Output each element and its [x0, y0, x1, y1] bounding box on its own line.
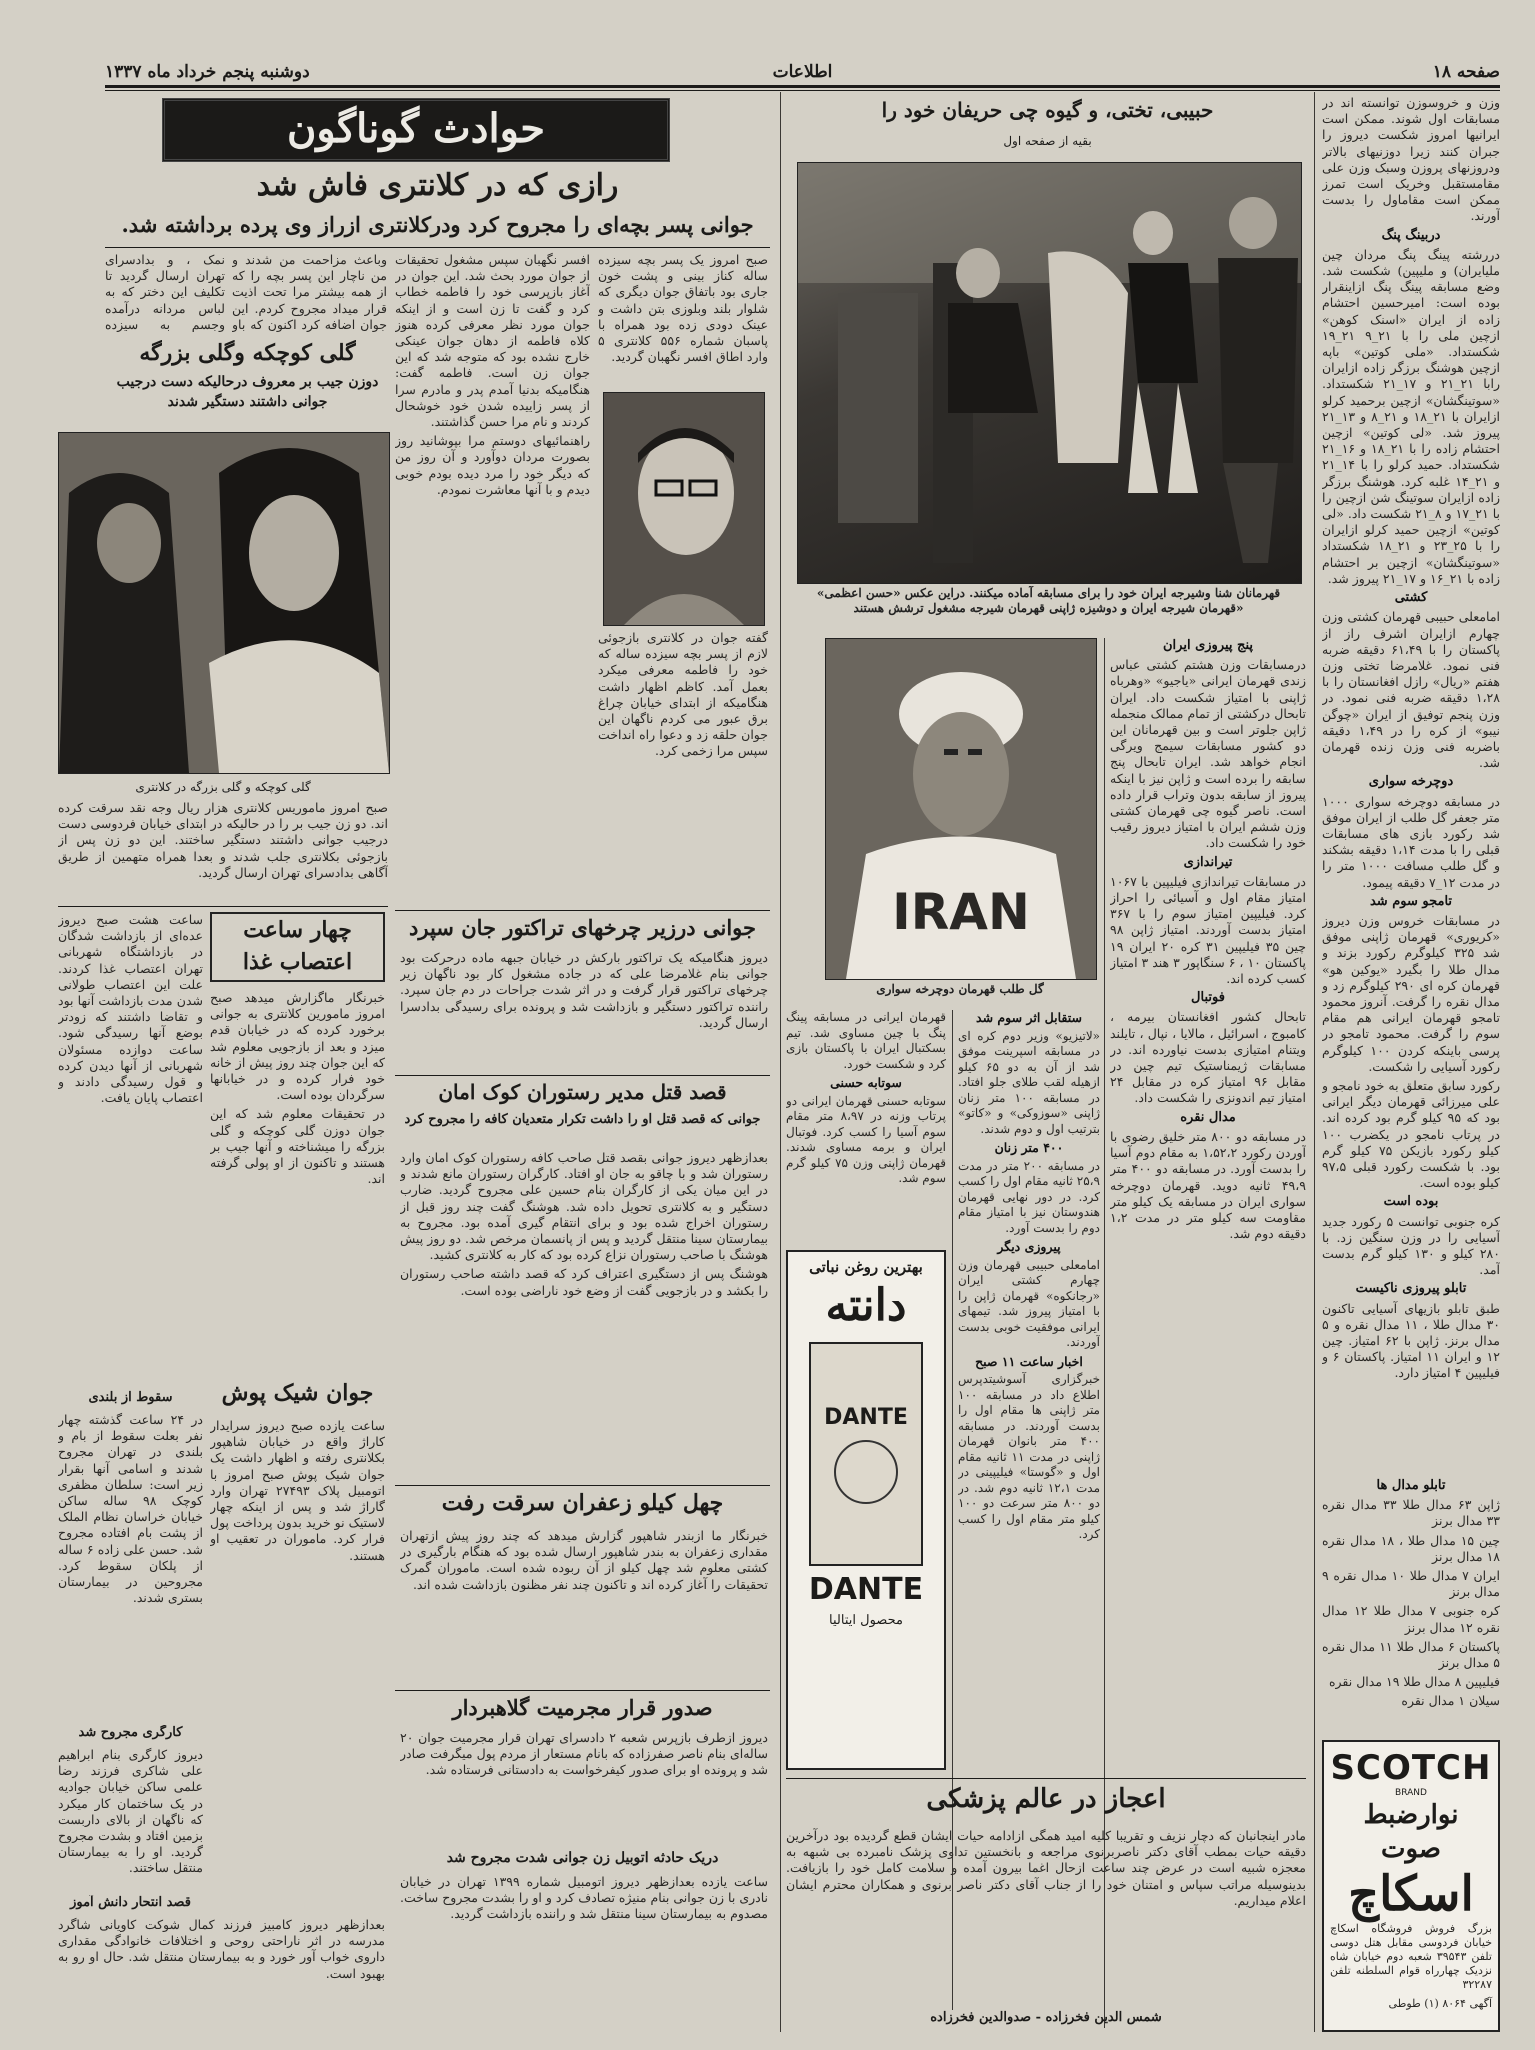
subheading: تامجو سوم شد — [1369, 893, 1453, 909]
newspaper-name: اطلاعات — [772, 62, 833, 82]
paragraph: کره جنوبی توانست ۵ رکورد جدید آسیایی را در وزن سنگین زد. با ۲۸۰ کیلو و ۱۳۰ کیلو گرم بدست آمد. — [1322, 1213, 1500, 1278]
saffron-headline: چهل کیلو زعفران سرقت رفت — [441, 1490, 724, 1516]
paragraph: در مسابقه دو ۸۰۰ متر خلیق رضوی با آوردن رکورد ۱،۵۲،۲ به مقام دوم آسیا را بدست آورد. در مسابقه دو ۴۰۰ متر ۴۹،۹ ثانیه دوید. قهرمان دوچرخه سواری ایران در مسابقه یک کیلو متر مقاومت سه کیلو متر در مدت ۱،۲ دقیقه دوم شد. — [1110, 1128, 1306, 1242]
fall-text: در ۲۴ ساعت گذشته چهار نفر بعلت سقوط از بام و بلندی در تهران مجروح شدند و اسامی آنها بقرار زیر است: سلطان مظفری کوچک ۹۸ ساله ساکن خیابان خراسان نظام الملک از پشت بام افتاده مجروح شد. حسن علی زاده ۶ ساله از پلکان سقوط کرد. مجروحین در بیمارستان بستری شدند. — [58, 1412, 203, 1606]
cyclist-shirt-text: IRAN — [892, 883, 1030, 941]
cyclist-photo — [825, 638, 1097, 980]
paragraph: در تحقیقات معلوم شد که این جوان دوزن گلی کوچکه و گلی بزرگه را میشناخته و آنها جیب بر هستند و تاکنون از او پولی گرفته اند. — [210, 1106, 385, 1187]
dante-can-label: DANTE — [824, 1404, 908, 1430]
dante-oil-ad — [786, 1250, 946, 1770]
paragraph: وزن و خروسوزن توانسته اند در مسابقات اول شوند. ممکن است ایرانیها امروز شکست دیروز را جبران کنند زیرا دوزنیهای بالاتر ودروزنهای پروزن وسبک وزن علی مقامستقبل وخریک است تمرز ممکن است مقاماول را بدست آورند. — [1322, 95, 1500, 224]
swimmers-photo — [797, 162, 1302, 584]
story-column-4: نمک ، و بدادسرای تهران ارسال گردید تا تکلیف این دختر که به لباس مردانه درآمده وجسم به سیزده — [105, 252, 225, 332]
scotch-title-big: اسکاچ — [1348, 1866, 1474, 1922]
medal-table-title: تابلو مدال ها — [1376, 1478, 1446, 1493]
story-column-2 — [395, 252, 590, 902]
paragraph: در مسابقه دوچرخه سواری ۱۰۰۰ متر جعفر گل طلب از ایران موفق شد رکورد بازی های مسابقات قبلی را با مدت ۱،۱۴ دقیقه بشکند و گل طلب مسافت ۱۰۰۰ متر را در مدت ۱۲_۷ دقیقه پیمود. — [1322, 793, 1500, 890]
scotch-footer: آگهی ۸۰۶۴ (۱) طوطی — [1388, 1997, 1492, 2010]
golis-text: صبح امروز ماموریس کلانتری هزار ریال وجه نقد سرقت کرده اند. دو زن جیب بر را در حالیکه در ابتدای خیابان فردوسی دست درجیب جوانی داشتند دستگیر ساختند. این دو زن پس از بازجوئی بکلانتری جلب شدند و بعدا همراه متهمین از طریق آگاهی بدادسرای تهران ارسال گردید. — [58, 800, 388, 880]
subheading: تابلو پیروزی ناکیست — [1355, 1281, 1467, 1297]
page-header — [105, 62, 1500, 84]
story-column-1: صبح امروز یک پسر بچه سیزده ساله کناز بینی و پشت خون جاری بود باتفاق جوان دیگری که شلوار بلند وبلوزی بتن داشت و عینک دودی زده بود همراه با پاسبان شماره ۵۵۶ کلانتری ۵ وارد اطاق افسر نگهبان گردید. — [598, 252, 768, 365]
subheading: پنج پیروزی ایران — [1163, 638, 1253, 653]
paragraph: در مسابقه ۲۰۰ متر در مدت ۲۵،۹ ثانیه مقام اول را کسب کرد. در دور نهایی قهرمان هندوستان نیز با امتیاز مقام دوم را بدست آورد. — [958, 1158, 1100, 1235]
column-divider — [1314, 92, 1315, 2032]
medical-text: مادر اینجانبان که دچار نزیف و تقریبا کلیه امید همگی ازادامه حیات ایشان قطع گردیده بود درآخرین دقیقه حیات بمطب آقای دکتر ناصربرنوی مراجعه و بانخستین تداوی پزشک نامبرده بی شبهه به معجزه شبیه است در عرض چند ساعت ازحال اغما بیرون آمده و سلامت کامل خود را بازیافت. بدینوسیله مراتب سپاس و امتنان خود را از جناب آقای دکتر ناصر برنوی و همکاران محترم ایشان اعلام میداریم. — [786, 1828, 1306, 1908]
section-rule — [395, 910, 770, 911]
paragraph: درمسابقات وزن هشتم کشتی عباس زندی قهرمان ایرانی «یاجیو» «وهرباه ژاپنی با امتیاز شکست داد. ایران تابحال درکشتی از تمام ممالک منجمله ژاپن جلوتر است و بین قهرمانان این دو کشور مسابقات سیمج ویرگی انجام خواهد شد. ایران تابحال پنج سابقه را برده است و ژاپن نیز با اینکه پیروز از سابقه بدون وتراب قرار داده است. ناصر گیوه چی قهرمان کشتی وزن ششم ایران با امتیاز دیروز رقیب خود را شکست داد. — [1110, 657, 1306, 851]
tractor-headline: جوانی درزیر چرخهای تراکتور جان سپرد — [409, 915, 756, 940]
dante-brand-fa: دانته — [825, 1280, 907, 1331]
subheading: ۴۰۰ متر زنان — [994, 1140, 1064, 1155]
cyclist-illustration — [826, 639, 1096, 979]
paragraph: در مسابقات خروس وزن دیروز «کریوری» قهرمان ژاپنی موفق شد ۳۲۵ کیلوگرم رکورد بزند و مدال طلا را بگیرد «یوکین هو» قهرمان کره ای ۲۹۰ کیلوگرم زد و مدال نقره را گرفت. آنروز محمود تامجو قهرمان ایرانی هم مقام سوم را گرفت. محمود تامجو در پرسی باینکه کردن ۱۰۰ کیلوگرم رکورد آسیایی را شکست. — [1322, 912, 1500, 1074]
subheading: ستقابل اثر سوم شد — [976, 1010, 1082, 1025]
swimmers-illustration — [798, 163, 1301, 583]
fall-headline: سقوط از بلندی — [88, 1390, 173, 1405]
paragraph: افسر نگهبان سپس مشغول تحقیقات از جوان مورد بحث شد. این جوان در آغاز بازپرسی خود را فاطمه خطاب کرد و گفت تا زن است و از اینکه جوان مورد نظر معرفی کرده هنوز کلاه فاطمه از دهان جوان عینکی خارج نشده بود که متوجه شد که این جوان زن است. فاطمه گفت: هنگامیکه بدنیا آمدم پدر و مادرم سرا از پسر زاییده شدن خود خوشحال کردند و نام مرا حسن گذاشتند. — [395, 252, 590, 430]
dante-sub: محصول ایتالیا — [829, 1613, 903, 1628]
boy-illustration — [604, 393, 764, 625]
saffron-text: خبرنگار ما ازبندر شاهپور گزارش میدهد که چند روز پیش ازتهران مقداری زعفران به بندر شاهپور ارسال شده بود که هنگام بارگیری در کشتی معلوم شد چهل کیلو از آن ربوده شده است. ماموران گمرک تحقیقات را آغاز کرده اند و تاکنون چند نفر مظنون بازداشت شده اند. — [400, 1528, 768, 1592]
header-rule — [105, 85, 1500, 88]
section-rule — [58, 906, 388, 907]
restaurant-text — [400, 1150, 768, 1480]
story-column-3: وباعث مزاحمت من شدند و من ناچار این پسر بچه را که از همه بیشتر مرا تحت اذیت قرار میداد مجروح کردم. این جوان اضافه کرد اکنون که باو — [232, 252, 387, 332]
section-rule — [395, 1075, 770, 1076]
subheading: اخبار ساعت ۱۱ صبح — [975, 1353, 1083, 1369]
medal-row: کره جنوبی ۷ مدال طلا ۱۲ مدال نقره ۱۲ مدال برنز — [1322, 1603, 1500, 1635]
sports-column-c — [786, 1010, 946, 1240]
worker-text: دیروز کارگری بنام ابراهیم علی شاکری فرزند رضا علمی ساکن خیابان جوادیه در یک ساختمان کار میکرد که ناگهان از بالای داربست بزمین افتاد و بشدت مجروح گردید. او را به بیمارستان منتقل ساختند. — [58, 1747, 203, 1876]
subheading: پیروزی دیگر — [997, 1239, 1061, 1254]
events-headline: رازی که در کلانتری فاش شد — [256, 168, 619, 203]
medal-row: سیلان ۱ مدال نقره — [1401, 1693, 1500, 1709]
page-number: صفحه ۱۸ — [1432, 62, 1500, 82]
sports-subline: بقیه از صفحه اول — [1003, 134, 1092, 148]
story-column-5: گفته جوان در کلانتری بازجوئی لازم از پسر بچه سیزده ساله که خود را فاطمه معرفی میکرد بعمل آمد. کاظم اظهار داشت هنگامیکه از ابتدای خیابان چراغ برق عبور می کردم ناگهان این جوان حلقه زد و دعوا راه انداخت سپس مرا زخمی کرد. — [598, 630, 768, 759]
restaurant-headline: قصد قتل مدیر رستوران کوک امان — [438, 1080, 727, 1104]
golis-illustration — [59, 433, 389, 773]
hunger-strike-headline: چهار ساعت اعتصاب غذا — [210, 912, 385, 982]
medal-row: ایران ۷ مدال طلا ۱۰ مدال نقره ۹ مدال برنز — [1322, 1568, 1500, 1600]
events-banner: حوادث گوناگون — [162, 98, 670, 162]
paragraph: تابحال کشور افغانستان بیرمه ، کامبوج ، اسرائیل ، مالایا ، نپال ، تایلند ویتنام امتیازی بدست نیاورده اند. در مسابقات ژیمناستیک تیم چین در مقابل ۹۶ امتیاز کره در مقابل ۲۴ امتیاز تیم اندونزی را شکست داد. — [1110, 1009, 1306, 1106]
section-rule — [786, 1778, 1306, 1779]
paragraph: «لاتیزیو» وزیر دوم کره ای در مسابقه اسپرینت موفق شد از آن به دو ۶۵ کیلو ازهیله لقب طلای جلو افتاد. در مسابقه ۱۰۰ متر زنان ژاپنی «سوزوکی» و «کاتو» بترتیب اول و دوم شدند. — [958, 1028, 1100, 1136]
paragraph: بعدازظهر دیروز جوانی بقصد قتل صاحب کافه رستوران کوک امان وارد رستوران شد و با چاقو به جان او افتاد. کارگران رستوران مانع شدند و در این میان یکی از کارگران بنام حسین علی مجروح گردید. ضارب دستگیر و به کلانتری تحویل داده شد. هوشنگ گفت چند روز قبل از رستوران اخراج شده بود و برای انتقام گیری آمده بود. مجروح به بیمارستان سینا منتقل گردید و پس از پانسمان مرخص شد. دو روز پیش هوشنگ با صاحب رستوران نزاع کرده بود که کار به کلانتری کشید. — [400, 1150, 768, 1263]
medal-row: چین ۱۵ مدال طلا ، ۱۸ مدال نقره ۱۸ مدال برنز — [1322, 1532, 1500, 1564]
subheading: تیراندازی — [1183, 854, 1233, 870]
scotch-tape-ad — [1322, 1740, 1500, 2032]
swimmers-caption: قهرمانان شنا وشیرجه ایران خود را برای مسابقه آماده میکنند. دراین عکس «حسن اعظمی» «قهرمان شیرجه ایران و دوشیزه ژاپنی قهرمان شیرجه مشغول ترشش هستند — [816, 586, 1281, 615]
header-rule-thin — [105, 90, 1500, 91]
boy-photo — [603, 392, 765, 626]
paragraph: هوشنگ پس از دستگیری اعتراف کرد که قصد داشته صاحب رستوران را بکشد و در بازجویی گفت از وضع خود ناراضی بوده است. — [400, 1266, 768, 1298]
scotch-brand: SCOTCH — [1330, 1748, 1492, 1788]
dante-slogan: بهترین روغن نباتی — [809, 1258, 923, 1276]
subheading: بوده است — [1383, 1194, 1439, 1210]
subheading: دربینگ پنگ — [1381, 227, 1441, 243]
dante-seal-icon — [834, 1440, 898, 1504]
hunger-strike-text: ساعت هشت صبح دیروز عده‌ای از بازداشت شدگان در بازداشتگاه شهربانی تهران اعتصاب غذا کردند. علت این اعتصاب طولانی شدن مدت بازداشت آنها بود و تقاضا داشتند که زودتر بوضع آنها رسیدگی شود. ساعت دوازده مسئولان شهربانی از آنها دیدن کرده و قول رسیدگی دادند و اعتصاب پایان یافت. — [58, 912, 203, 1106]
paragraph: سوتابه حسنی قهرمان ایرانی دو پرتاب وزنه در ۸،۹۷ متر مقام سوم آسیا را کسب کرد. فوتبال ایران و برمه مساوی شدند. قهرمان ژاپنی وزن ۷۵ کیلو گرم سوم شد. — [786, 1093, 946, 1185]
subheading: دوچرخه سواری — [1368, 774, 1454, 790]
scotch-brand-sub: BRAND — [1395, 1788, 1427, 1798]
news-brief — [210, 990, 385, 1370]
paragraph: رکورد سابق متعلق به خود نامجو و علی میرزائی قهرمان دیگر ایرانی بود که ۹۵ کیلو گرم بود کرده اند. در پرتاب نامجو در یکضرب ۱۰۰ کیلو رکورد بازیکن ۷۵ کیلو گرم بود. با شکست رکورد قبلی ۹۷،۵ کیلو بوده است. — [1322, 1077, 1500, 1191]
golis-caption: گلی کوچکه و گلی بزرگه در کلانتری — [135, 780, 311, 794]
events-subheadline: جوانی پسر بچه‌ای را مجروح کرد ودرکلانتری ازراز وی پرده برداشته شد. — [121, 212, 754, 237]
section-rule — [395, 1690, 770, 1691]
paragraph: امامعلی حبیبی قهرمان وزن چهارم کشتی ایران «رجانکوه» قهرمان ژاپن را با امتیاز پیروز شد. تیمهای ایرانی موفقیت خوبی بدست آوردند. — [958, 1257, 1100, 1349]
dante-can — [809, 1342, 923, 1566]
chic-youth-text: ساعت یازده صبح دیروز سرایدار کاراژ واقع در خیابان شاهپور بکلانتری رفته و اظهار داشت یک جوان شیک پوش صبح امروز با اتومبیل پلاک ۲۷۴۹۳ تهران وارد گاراژ شد و پس از اینکه چهار لاستیک نو خرید بدون پرداخت پول فرار کرد. ماموران در تعقیب او هستند. — [210, 1418, 385, 1563]
medal-row: پاکستان ۶ مدال طلا ۱۱ مدال نقره ۵ مدال برنز — [1322, 1638, 1500, 1671]
sports-right-column — [1322, 95, 1500, 1475]
paragraph: خبرنگار ماگزارش میدهد صبح امروز مامورین کلانتری به جوانی برخورد کرده که در خیابان قدم میزد و بعد از بازجویی معلوم شد که این جوان چند روز پیش از خانه خود فرار کرده و در خیابانها سرگردان بوده است. — [210, 990, 385, 1103]
medal-table — [1322, 1478, 1500, 1728]
issue-date: دوشنبه پنجم خرداد ماه ۱۳۳۷ — [105, 62, 310, 82]
paragraph: در مسابقات تیراندازی فیلیپین با ۱۰۶۷ امتیاز مقام اول و آسیائی را احراز کرد. فیلیپین امتیاز سوم را با ۳۶۷ امتیاز بدست آوردند. امتیاز ژاپن ۹۸ چین ۳۵ فیلیپین ۳۱ کره ۲۰ ایران ۱۹ پاکستان ۱۰ ، ۶ سنگاپور ۳ هند ۳ امتیاز کسب کرده اند. — [1110, 873, 1306, 987]
paragraph: خبرگزاری آسوشیتدپرس اطلاع داد در مسابقه ۱۰۰ متر ژاپنی ها مقام اول را بدست آوردند. در مسابقه ۴۰۰ متر بانوان قهرمان ژاپنی در مدت ۱۱ ثانیه مقام اول و «گوستا» فیلیپینی در مدت ۱۲،۱ ثانیه دوم شد. در دو ۸۰۰ متر سرعت دو ۱۰۰ کیلو متر مقام اول را کسب کرد. — [958, 1372, 1100, 1541]
cyclist-caption: گل طلب قهرمان دوچرخه سواری — [876, 982, 1044, 996]
golis-subheadline: دوزن جیب بر معروف درحالیکه دست درجیب جوانی داشتند دستگیر شدند — [116, 374, 379, 410]
suicide-text: بعدازظهر دیروز کامبیز فرزند کمال شوکت کاویانی شاگرد مدرسه در اثر ناراحتی روحی و اختلافات خانوادگی مقداری داروی خواب آور خورد و به بیمارستان منتقل شد. حال او رو به بهبود است. — [58, 1917, 385, 1981]
subheading: کشتی — [1394, 590, 1428, 606]
fraud-headline: صدور قرار مجرمیت گلاهبردار — [452, 1695, 713, 1720]
golis-headline: گلی کوچکه وگلی بزرگه — [139, 340, 356, 366]
scotch-title: نوارضبط صوت — [1363, 1800, 1459, 1864]
worker-headline: کارگری مجروح شد — [78, 1725, 183, 1740]
paragraph: امامعلی حبیبی قهرمان کشتی وزن چهارم ازایران اشرف راز از پاکستان را با ۶۱،۴۹ دقیقه ضربه فنی نمود. غلامرضا تختی وزن هفتم «ریال» رازل افغانستان را با ۱،۲۸ دقیقه ضربه فنی نمود. در وزن پنجم توفیق از ایران «چوگن نیبو» از کره را در ۱،۴۹ دقیقه باضربه فنی وزن زنده قهرمان شد. — [1322, 609, 1500, 771]
medal-row: ژاپن ۶۳ مدال طلا ۳۳ مدال نقره ۳۳ مدال برنز — [1322, 1497, 1500, 1529]
subheading: سوتابه حسنی — [830, 1075, 902, 1090]
suicide-headline: قصد انتحار دانش آموز — [70, 1895, 191, 1910]
paragraph: قهرمان ایرانی در مسابقه پینگ پنگ با چین مساوی شد. تیم بسکتبال ایران با پاکستان بازی کرد و شکست خورد. — [786, 1010, 946, 1071]
accident-headline: دریک حادثه اتوبیل زن جوانی شدت مجروح شد — [446, 1850, 719, 1866]
chic-youth-headline: جوان شیک پوش — [221, 1380, 374, 1406]
scotch-text: بزرگ فروش فروشگاه اسکاچ خیابان فردوسی مقابل هتل دوسی تلفن ۳۹۵۴۳ شعبه دوم خیابان شاه نزدیک چهارراه قوام السلطنه تلفن ۳۲۲۸۷ — [1330, 1922, 1492, 1991]
subheading: فوتبال — [1191, 990, 1225, 1006]
restaurant-subheadline: جوانی که قصد قتل او را داشت تکرار متعدیان کافه را مجروح کرد — [404, 1112, 761, 1127]
sports-column-b — [958, 1010, 1100, 1770]
section-rule — [395, 1485, 770, 1486]
section-rule — [105, 247, 770, 248]
paragraph: راهنمائیهای دوستم مرا بپوشانید روز بصورت مردان دوآورد و آن روز من که دیگر خود را مرد دیده بودم خوبی دیدم و با آنها معاشرت نمودم. — [395, 433, 590, 497]
medal-row: فیلیپین ۸ مدال طلا ۱۹ مدال نقره — [1328, 1674, 1500, 1690]
golis-photo — [58, 432, 390, 774]
medical-headline: اعجاز در عالم پزشکی — [926, 1784, 1166, 1814]
dante-brand: DANTE — [808, 1572, 924, 1607]
tractor-text: دیروز هنگامیکه یک تراکتور بارکش در خیابان جبهه ماده درحرکت بود جوانی بنام غلامرضا علی که در جاده مشغول کار بود ناگهان زیر چرخهای تراکتور قرار گرفت و در اثر شدت جراحات در دم جان سپرد. راننده تراکتور دستگیر و بازداشت شد و پرونده برای رسیدگی بدادسرا ارسال گردید. — [400, 950, 768, 1030]
paragraph: دررشته پینگ پنگ مردان چین ملیایران) و ملیپین) شکست شد. وضع مسابقه پینگ پنگ ازاینقرار بوده است: امیرحسین احتشام زاده از ایران «اسنک کوهن» ازچین ملی را با ۲۱_۹ ۲۱_۱۹ شکستداد. «ملی کوتین» باپه ازچین هوشنگ برزگر زاده ازایران رابا ۲۱_۲۱ و ۱۷_۲۱ شکستداد. «سوتینگشان» ازچین برحمید کرلو ازایران با ۲۱_۱۸ و ۲۱_۸ و ۱۳_۲۱ پیروز شد. «لی کوتین» ازچین احتشام زاده را با ۲۱_۱۸ و ۱۶_۲۱ شکستداد. حمید کرلو را با ۱۴_۲۱ و ۲۱_۱۴ غلبه کرد. هوشنگ برزگر زاده ازایران سوتینگ شن ازچین را با ۲۱_۱۷ و ۸_۲۱ شکست داد. «لی کوتین» ازچین حمید کرلو ازایران را با ۲۵_۲۳ و ۲۱_۱۸ شکستداد «سوتینگشان» ازچین بر احتشام زاده با ۲۱_۱۶ و ۱۷_۲۱ پیروز شد. — [1322, 246, 1500, 586]
column-divider — [780, 92, 781, 2032]
subheading: مدال نقره — [1180, 1109, 1236, 1125]
sports-headline: حبیبی، تختی، و گیوه چی حریفان خود را — [881, 98, 1214, 122]
medical-signature: شمس الدین فخرزاده - صدوالدین فخرزاده — [930, 2010, 1162, 2025]
fraud-text: دیروز ازطرف بازپرس شعبه ۲ دادسرای تهران قرار مجرمیت جوان ۲۰ ساله‌ای بنام ناصر صفرزاده که بانام مستعار از مردم پول میگرفت صادر شد و پرونده او برای صدور کیفرخواست به دادستانی فرستاده شد. — [400, 1730, 768, 1778]
accident-text: ساعت یازده بعدازظهر دیروز اتومبیل شماره ۱۳۹۹ تهران در خیابان نادری با زن جوانی بنام منیژه تصادف کرد و او را بشدت مجروح ساخت. مصدوم به بیمارستان سینا منتقل شد و راننده بازداشت گردید. — [400, 1874, 768, 1922]
paragraph: طبق تابلو بازیهای آسیایی تاکنون ۳۰ مدال طلا ، ۱۱ مدال نقره و ۵ مدال برنز. ژاپن با ۶۲ امتیاز. چین ۱۲ و ایران ۱۱ امتیاز. پاکستان ۶ و فیلیپین ۴ امتیاز دارد. — [1322, 1300, 1500, 1381]
